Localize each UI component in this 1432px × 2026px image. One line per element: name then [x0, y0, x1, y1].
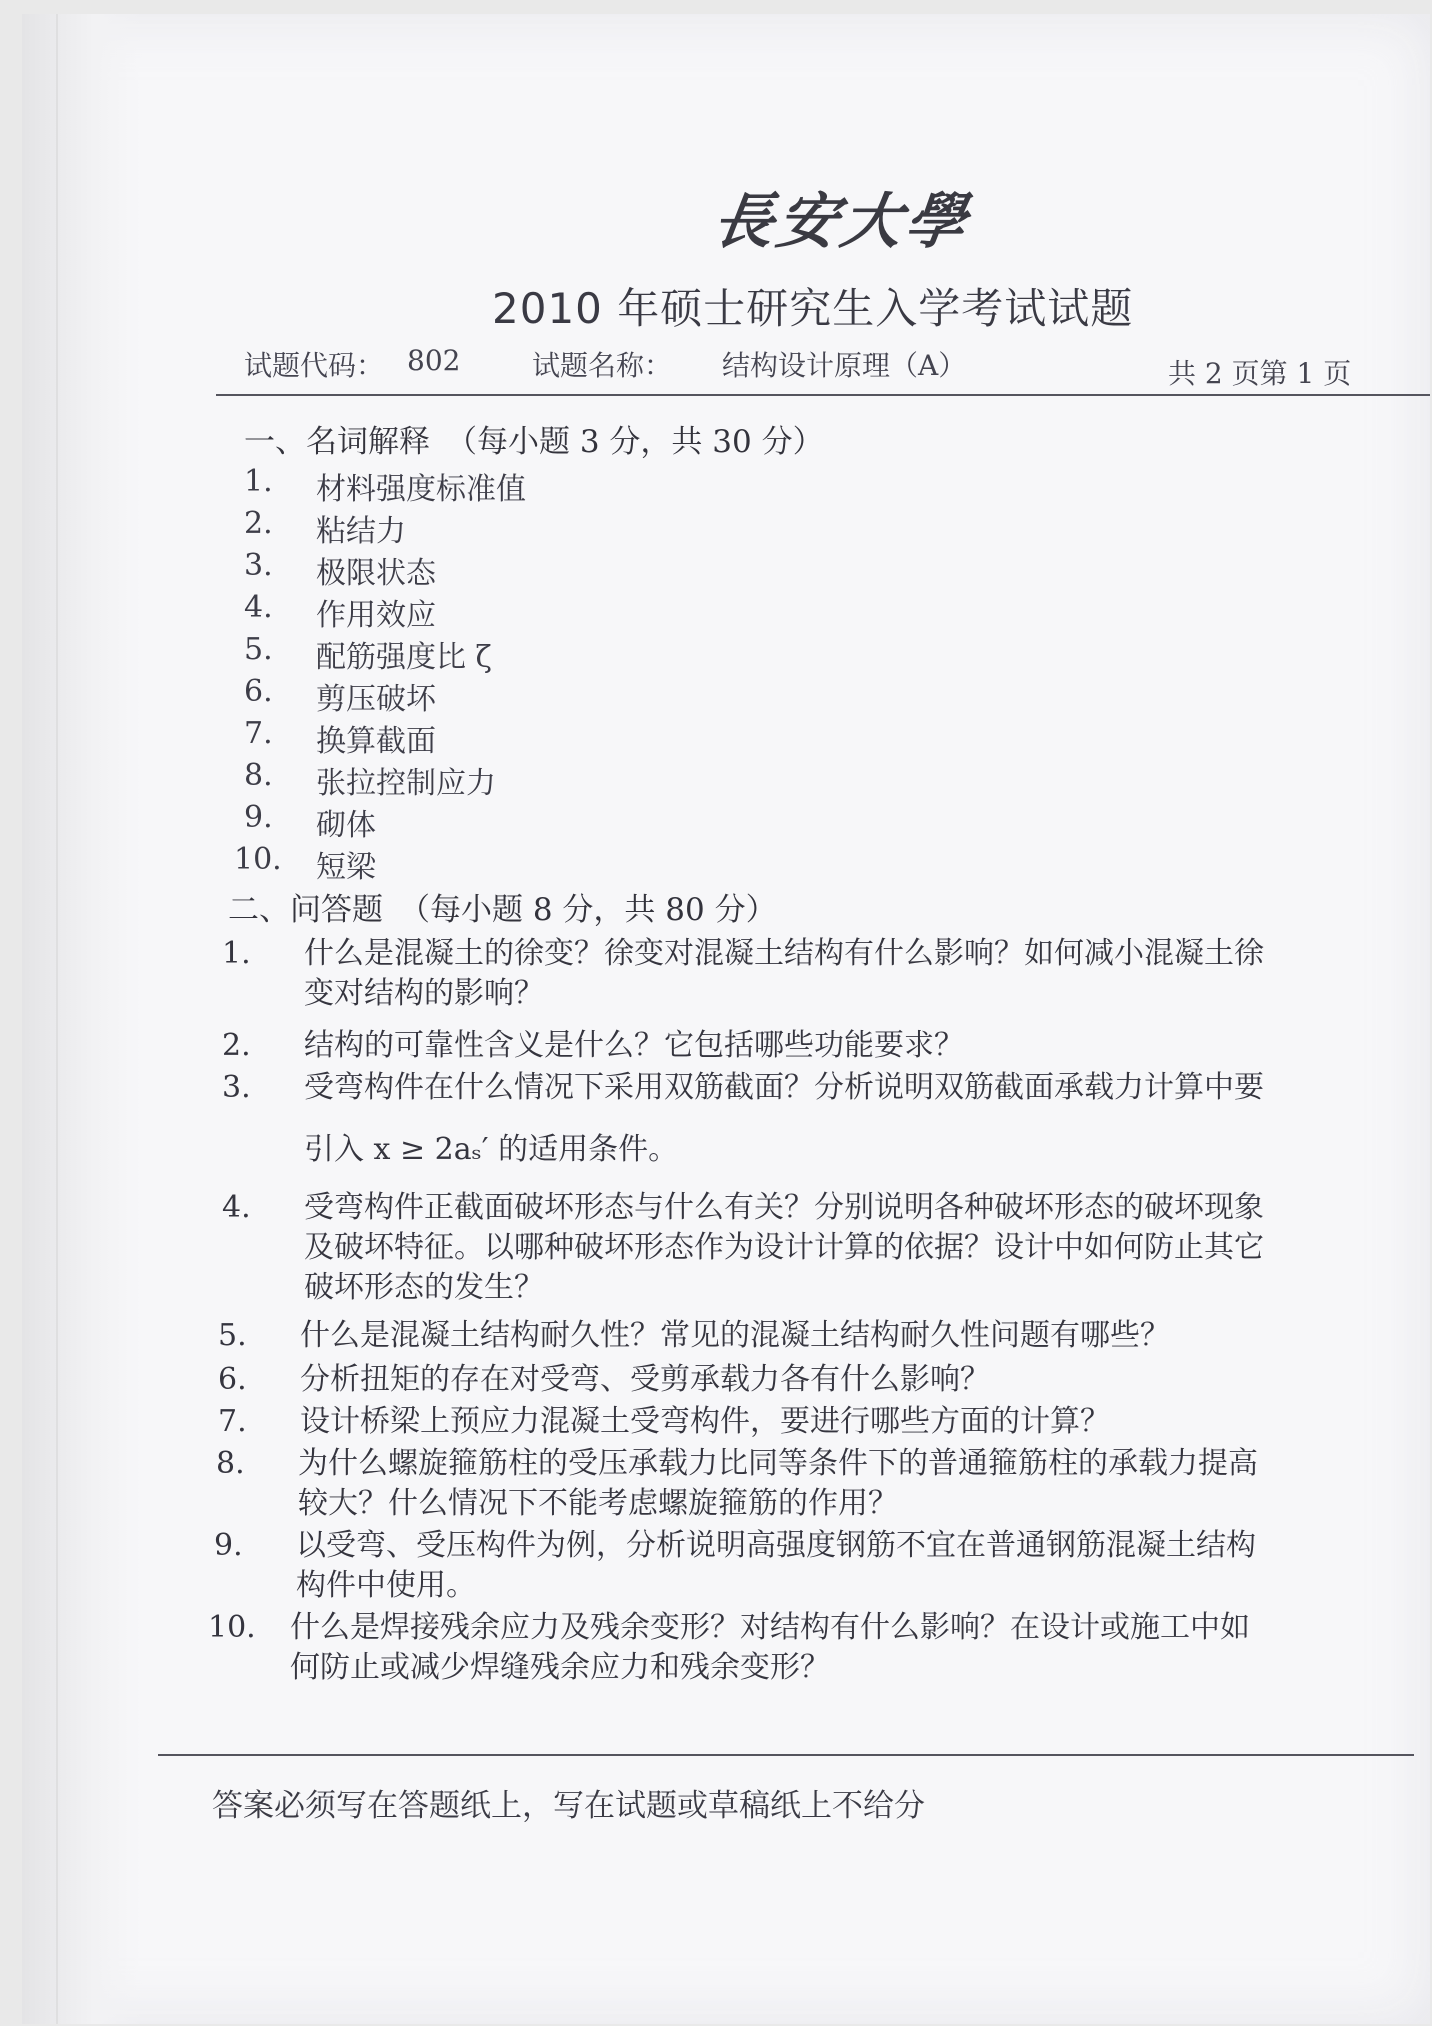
question-line: 变对结构的影响？: [304, 976, 544, 1011]
name-value: 结构设计原理（A）: [722, 349, 967, 382]
term-number: 4.: [244, 590, 273, 625]
section1-heading: 一、名词解释 （每小题 3 分，共 30 分）: [244, 424, 824, 460]
question-line: 引入 x ≥ 2aₛ′ 的适用条件。: [304, 1132, 679, 1167]
term-text: 极限状态: [316, 556, 436, 591]
term-number: 8.: [244, 758, 273, 793]
university-logo: 長安大學: [708, 187, 975, 257]
term-number: 2.: [244, 506, 273, 541]
footer-note: 答案必须写在答题纸上，写在试题或草稿纸上不给分: [212, 1788, 925, 1824]
question-line: 及破坏特征。以哪种破坏形态作为设计计算的依据？设计中如何防止其它: [304, 1230, 1264, 1265]
term-text: 粘结力: [316, 514, 406, 549]
question-line: 什么是混凝土结构耐久性？常见的混凝土结构耐久性问题有哪些？: [300, 1318, 1170, 1353]
question-line: 构件中使用。: [296, 1568, 476, 1603]
question-number: 1.: [222, 936, 251, 971]
term-text: 砌体: [316, 808, 376, 843]
question-line: 结构的可靠性含义是什么？它包括哪些功能要求？: [304, 1028, 964, 1063]
question-number: 10.: [208, 1610, 256, 1645]
question-line: 什么是混凝土的徐变？徐变对混凝土结构有什么影响？如何减小混凝土徐: [304, 936, 1264, 971]
term-number: 3.: [244, 548, 273, 583]
question-number: 8.: [216, 1446, 245, 1481]
question-line: 何防止或减少焊缝残余应力和残余变形？: [290, 1650, 830, 1685]
question-line: 破坏形态的发生？: [304, 1270, 544, 1305]
term-number: 9.: [244, 800, 273, 835]
question-number: 4.: [222, 1190, 251, 1225]
term-text: 换算截面: [316, 724, 436, 759]
scan-edge: [22, 14, 142, 2024]
question-number: 9.: [214, 1528, 243, 1563]
exam-title: 2010 年硕士研究生入学考试试题: [492, 284, 1134, 333]
question-number: 3.: [222, 1070, 251, 1105]
code-label: 试题代码：: [244, 349, 385, 382]
term-text: 作用效应: [316, 598, 436, 633]
term-text: 短梁: [316, 850, 376, 885]
scan-fold: [56, 14, 58, 2024]
term-text: 剪压破坏: [316, 682, 436, 717]
question-number: 2.: [222, 1028, 251, 1063]
term-text: 配筋强度比 ζ: [316, 640, 492, 675]
question-line: 设计桥梁上预应力混凝土受弯构件，要进行哪些方面的计算？: [300, 1404, 1110, 1439]
footer-divider: [158, 1754, 1414, 1756]
question-line: 受弯构件在什么情况下采用双筋截面？分析说明双筋截面承载力计算中要: [304, 1070, 1264, 1105]
term-number: 1.: [244, 464, 273, 499]
question-line: 受弯构件正截面破坏形态与什么有关？分别说明各种破坏形态的破坏现象: [304, 1190, 1264, 1225]
term-number: 7.: [244, 716, 273, 751]
question-line: 分析扭矩的存在对受弯、受剪承载力各有什么影响？: [300, 1362, 990, 1397]
term-number: 5.: [244, 632, 273, 667]
question-line: 以受弯、受压构件为例，分析说明高强度钢筋不宜在普通钢筋混凝土结构: [296, 1528, 1256, 1563]
code-value: 802: [407, 344, 461, 377]
section2-heading: 二、问答题 （每小题 8 分，共 80 分）: [228, 892, 777, 928]
name-label: 试题名称：: [532, 349, 673, 382]
question-line: 较大？什么情况下不能考虑螺旋箍筋的作用？: [298, 1486, 898, 1521]
question-number: 5.: [218, 1318, 247, 1353]
term-number: 10.: [234, 842, 282, 877]
exam-page: [22, 14, 1430, 2024]
question-number: 6.: [218, 1362, 247, 1397]
page-info: 共 2 页第 1 页: [1168, 357, 1352, 390]
term-number: 6.: [244, 674, 273, 709]
question-number: 7.: [218, 1404, 247, 1439]
question-line: 什么是焊接残余应力及残余变形？对结构有什么影响？在设计或施工中如: [290, 1610, 1250, 1645]
term-text: 张拉控制应力: [316, 766, 496, 801]
term-text: 材料强度标准值: [316, 472, 526, 507]
question-line: 为什么螺旋箍筋柱的受压承载力比同等条件下的普通箍筋柱的承载力提高: [298, 1446, 1258, 1481]
header-divider: [216, 394, 1430, 396]
